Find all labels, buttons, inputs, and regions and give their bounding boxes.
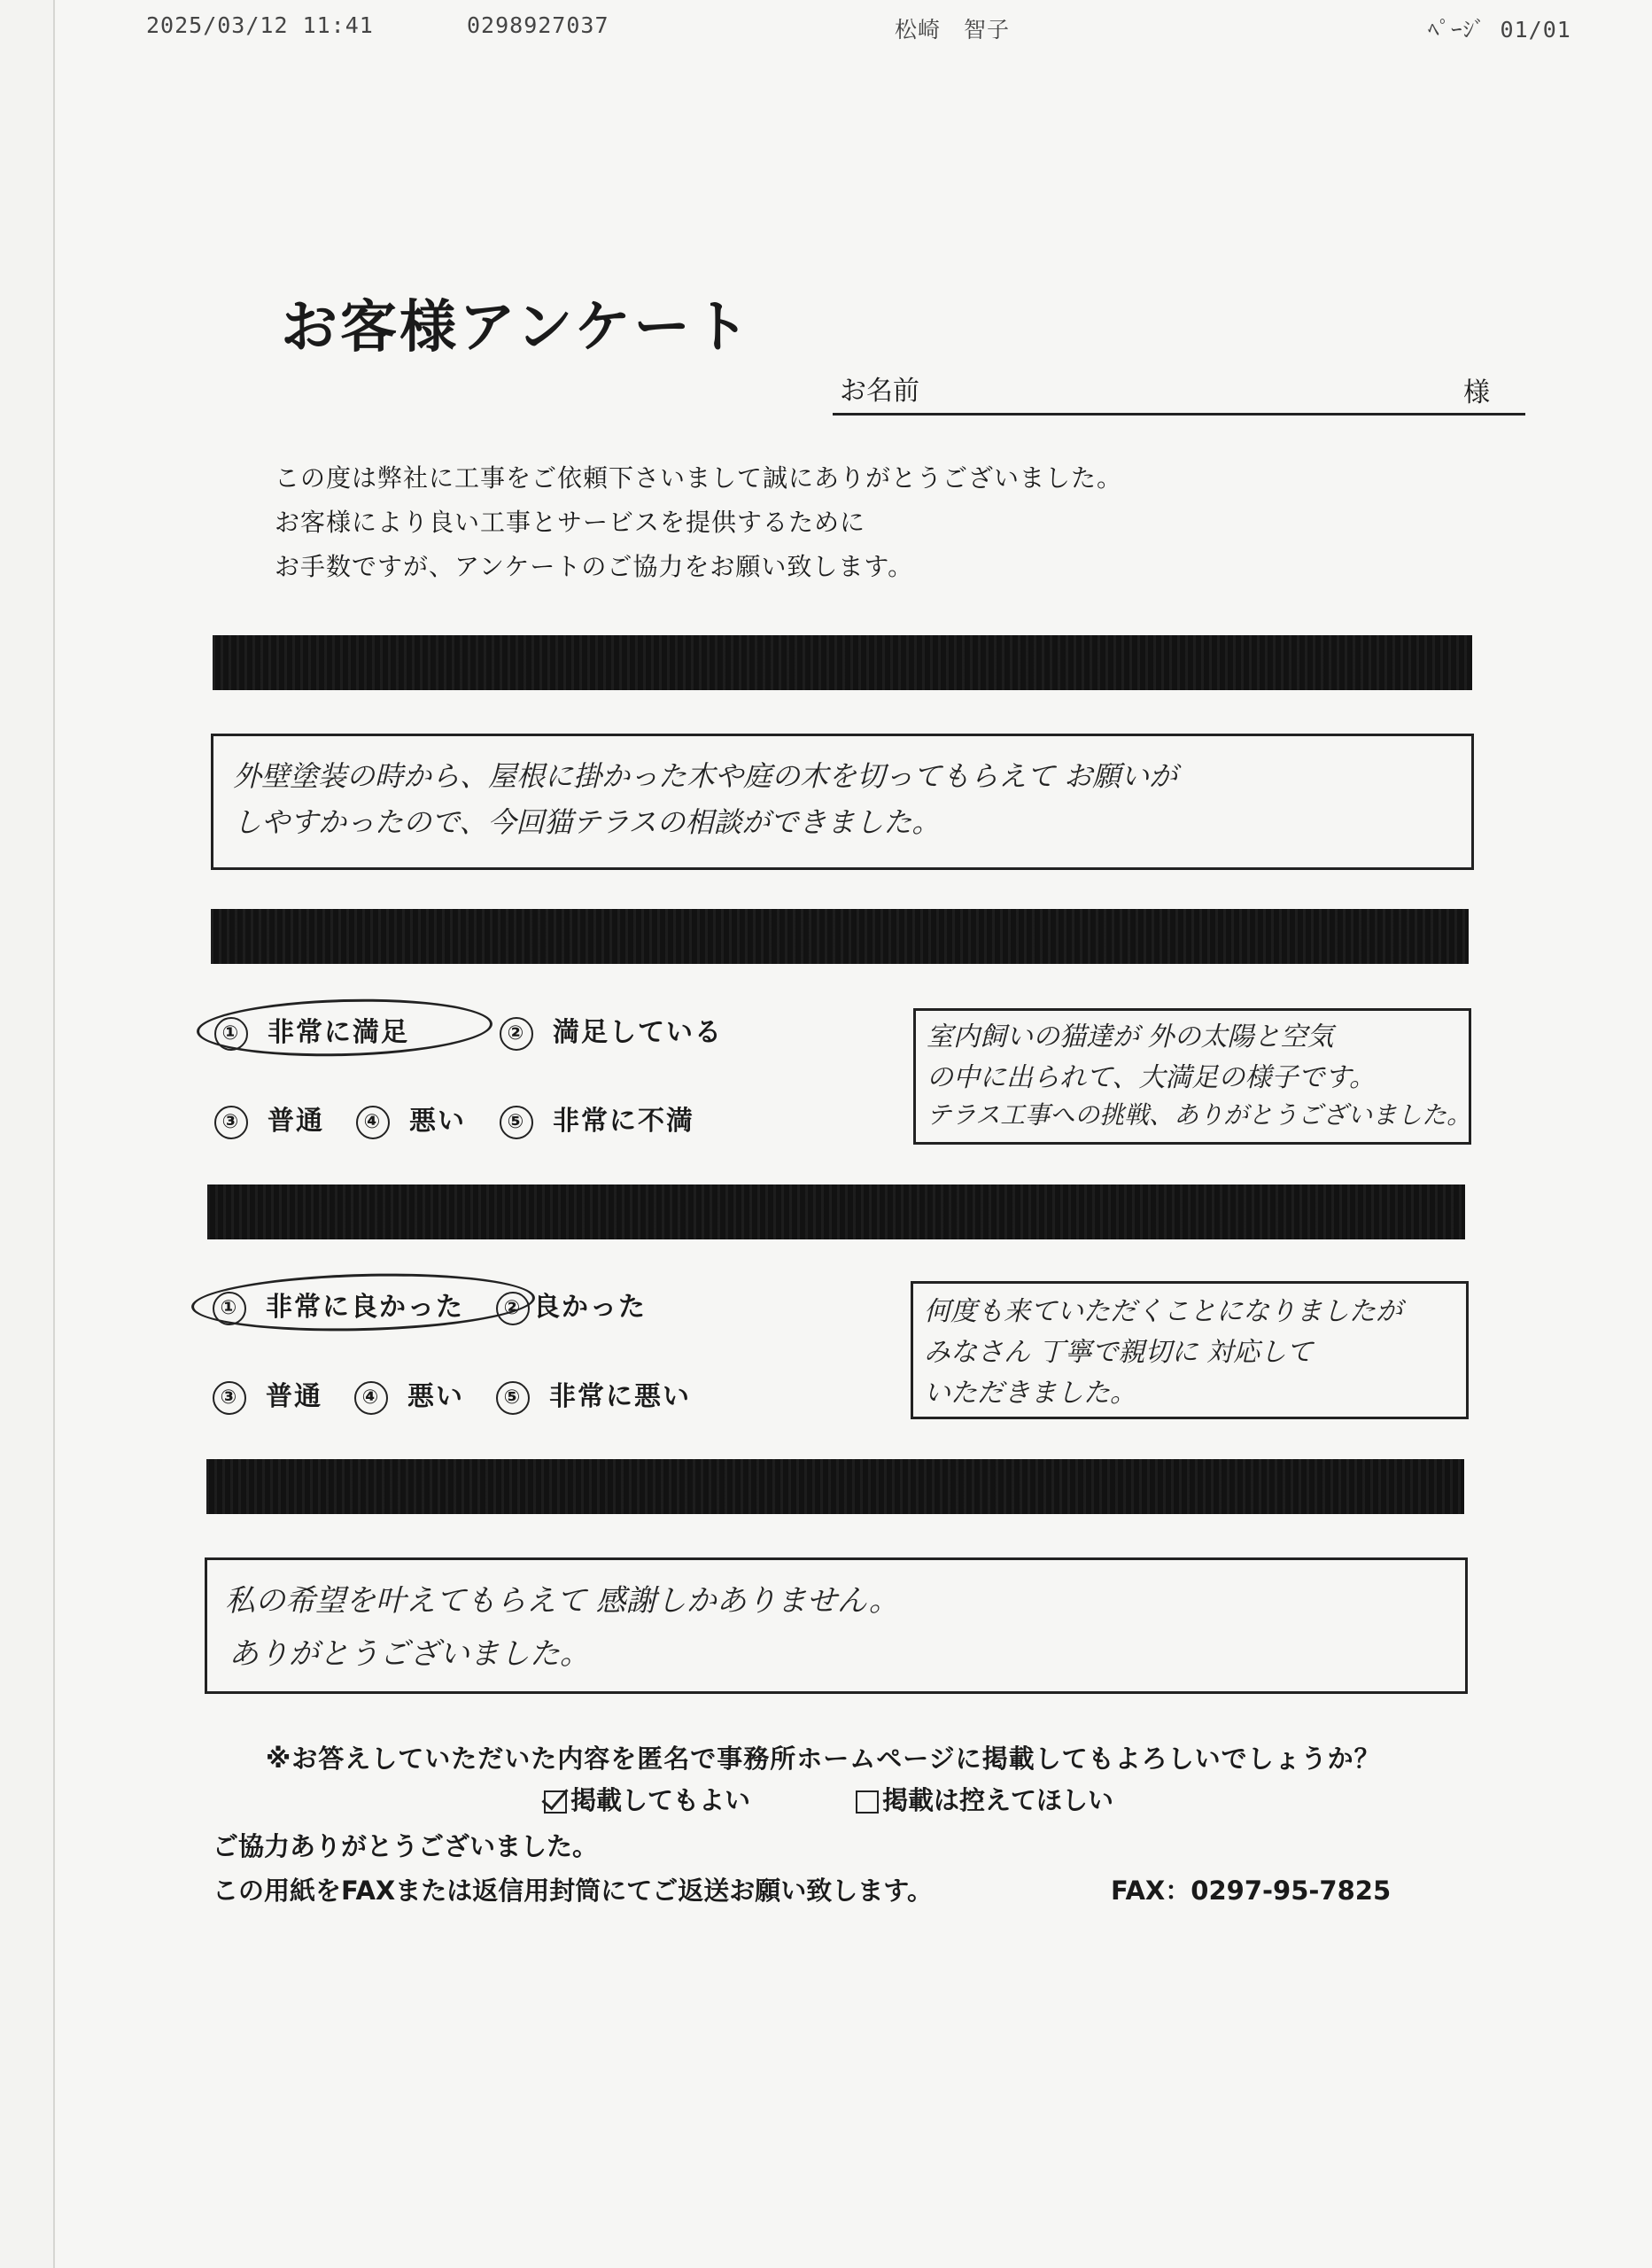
question-3-bar [207, 1184, 1465, 1239]
question-2-option-4[interactable]: ④ 悪い [356, 1099, 466, 1139]
handwritten-answer-line: 外壁塗装の時から、屋根に掛かった木や庭の木を切ってもらえて お願いが [233, 759, 1178, 793]
question-4-bar [206, 1459, 1464, 1514]
fax-number: 0298927037 [467, 12, 609, 38]
question-2-option-5[interactable]: ⑤ 非常に不満 [500, 1099, 694, 1139]
checkbox-empty-icon[interactable] [856, 1790, 879, 1814]
thanks-text: ご協力ありがとうございました。 [213, 1831, 599, 1861]
publish-question: ※お答えしていただいた内容を匿名で事務所ホームページに掲載してもよろしいでしょうか？ [266, 1744, 1381, 1774]
intro-line: この度は弊社に工事をご依頼下さいまして誠にありがとうございました。 [275, 463, 1123, 493]
question-2-option-3[interactable]: ③ 普通 [214, 1099, 324, 1139]
handwritten-answer-line: しやすかったので、今回猫テラスの相談ができました。 [233, 805, 941, 839]
question-1-bar [213, 635, 1472, 690]
question-3-option-4[interactable]: ④ 悪い [354, 1374, 464, 1415]
question-1-answer-box [211, 734, 1474, 870]
question-3-option-1[interactable]: ① 非常に良かった [213, 1285, 464, 1325]
publish-yes-option[interactable] [544, 1781, 750, 1817]
question-4-answer-box [205, 1557, 1468, 1694]
question-2-option-2[interactable]: ② 満足している [500, 1010, 723, 1051]
handwritten-comment-line: テラス工事への挑戦、ありがとうございました。 [927, 1100, 1472, 1130]
question-3-option-3[interactable]: ③ 普通 [213, 1374, 322, 1415]
checkbox-checked-icon[interactable] [544, 1790, 567, 1814]
question-3-option-2[interactable]: ② 良かった [496, 1285, 647, 1325]
question-2-bar [211, 909, 1469, 964]
survey-page [53, 0, 1652, 2268]
name-label: お名前 [840, 376, 919, 407]
handwritten-comment-line: みなさん 丁寧で親切に 対応して [924, 1337, 1314, 1368]
fax-number-footer: FAX：0297-95-7825 [1111, 1876, 1392, 1906]
intro-line: お手数ですが、アンケートのご協力をお願い致します。 [275, 552, 914, 581]
handwritten-answer-line: 私の希望を叶えてもらえて 感謝しかありません。 [225, 1583, 899, 1619]
publish-yes-label: 掲載してもよい [570, 1785, 751, 1815]
question-3-option-5[interactable]: ⑤ 非常に悪い [496, 1374, 691, 1415]
fax-datetime: 2025/03/12 11:41 [146, 12, 374, 38]
handwritten-comment-line: の中に出られて、大満足の様子です。 [927, 1062, 1376, 1093]
handwritten-comment-line: 何度も来ていただくことになりましたが [924, 1296, 1402, 1327]
question-3-comment-box [911, 1281, 1469, 1419]
intro-text [275, 456, 1122, 589]
question-2-comment-box [913, 1008, 1471, 1145]
publish-no-label: 掲載は控えてほしい [882, 1785, 1114, 1815]
publish-no-option[interactable] [856, 1781, 1113, 1817]
handwritten-comment-line: 室内飼いの猫達が 外の太陽と空気 [927, 1021, 1334, 1052]
fax-page: ﾍﾟｰｼﾞ 01/01 [1428, 17, 1571, 43]
handwritten-answer-line: ありがとうございました。 [229, 1636, 590, 1672]
return-instructions: この用紙をFAXまたは返信用封筒にてご返送お願い致します。 [213, 1876, 933, 1906]
fax-sender: 松崎 智子 [895, 17, 1011, 43]
name-suffix: 様 [1463, 377, 1490, 408]
customer-name-field [833, 363, 1525, 416]
question-2-option-1[interactable]: ① 非常に満足 [214, 1010, 409, 1051]
form-title: お客様アンケート [281, 295, 753, 361]
handwritten-comment-line: いただきました。 [924, 1378, 1136, 1409]
intro-line: お客様により良い工事とサービスを提供するために [275, 508, 866, 537]
